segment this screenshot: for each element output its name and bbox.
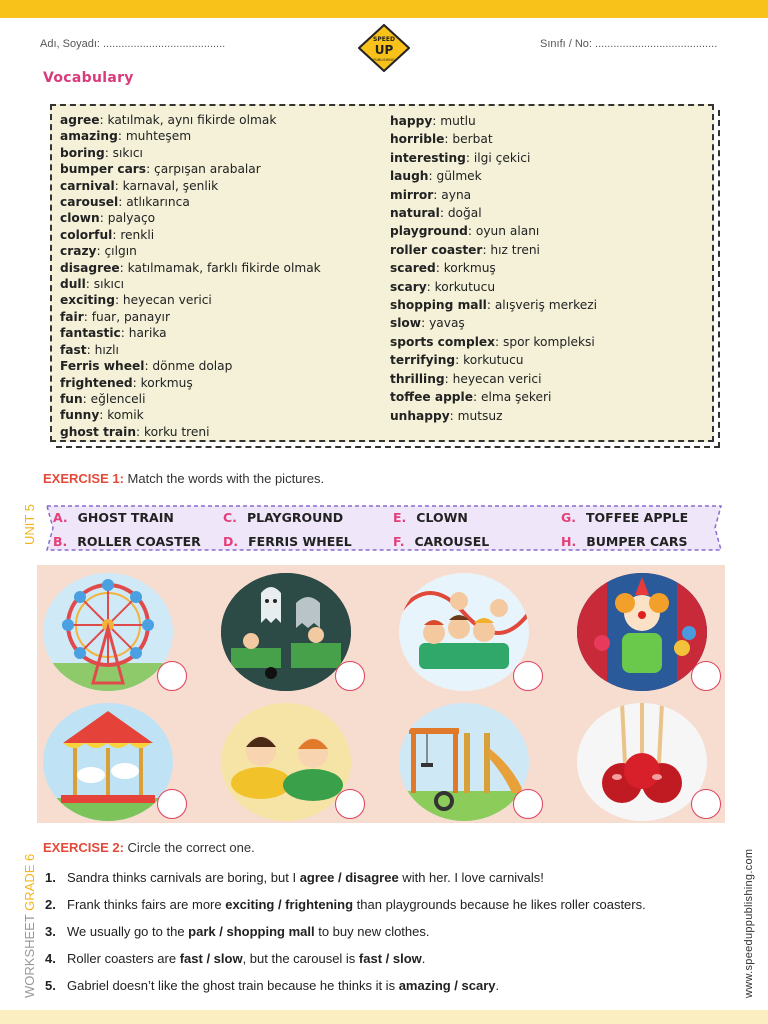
grade-label: GRADE 6 — [22, 853, 37, 911]
vocab-separator: : — [486, 298, 495, 313]
vocab-translation: muhteşem — [125, 129, 192, 144]
vocab-translation: atlıkarınca — [126, 195, 190, 210]
vocab-entry — [390, 278, 597, 296]
vocab-separator: : — [426, 279, 435, 294]
speed-up-logo — [358, 24, 410, 72]
toffee-apple-picture — [577, 703, 707, 821]
sentence-number: 3. — [45, 924, 56, 939]
sentence-text: Frank thinks fairs are more — [67, 897, 226, 912]
vocab-entry — [390, 333, 597, 351]
option-item — [561, 534, 688, 549]
worksheet-label: WORKSHEET — [22, 914, 37, 998]
vocab-separator: : — [472, 390, 481, 405]
vocab-separator: : — [146, 162, 155, 177]
exercise1-label: EXERCISE 1: — [43, 471, 124, 486]
vocab-entry — [60, 407, 321, 423]
worksheet-grade-label — [22, 854, 37, 998]
sentence — [45, 978, 499, 993]
vocab-entry — [60, 145, 321, 161]
vocab-entry — [60, 424, 321, 440]
vocab-entry — [60, 375, 321, 391]
sentence — [45, 951, 425, 966]
option-item — [561, 510, 688, 525]
vocab-entry — [390, 241, 597, 259]
choice-option[interactable]: amazing / scary — [398, 978, 496, 993]
vocab-translation: korkmuş — [443, 261, 496, 276]
vocab-entry — [390, 388, 597, 406]
vocab-translation: heyecan verici — [452, 371, 542, 386]
vocab-translation: çılgın — [104, 244, 137, 259]
option-letter: D. — [223, 534, 239, 549]
sentence-text: with her. I love carnivals! — [398, 870, 544, 885]
vocab-translation: berbat — [452, 132, 493, 147]
vocab-entry — [60, 243, 321, 259]
answer-circle-1[interactable] — [157, 661, 187, 691]
vocab-translation: ilgi çekici — [473, 150, 531, 165]
vocab-word: carnival — [60, 178, 115, 193]
vocab-word: colorful — [60, 227, 113, 242]
vocab-separator: : — [118, 195, 127, 210]
vocab-separator: : — [99, 211, 108, 226]
vocab-translation: korkutucu — [434, 279, 496, 294]
website-url: www.speeduppublishing.com — [743, 848, 755, 998]
sentence-text: , but the carousel is — [242, 951, 359, 966]
answer-circle-4[interactable] — [691, 661, 721, 691]
option-letter: A. — [53, 510, 68, 525]
answer-circle-2[interactable] — [335, 661, 365, 691]
sentence-number: 1. — [45, 870, 56, 885]
vocab-entry — [60, 128, 321, 144]
vocab-translation: fuar, panayır — [91, 309, 170, 324]
clown-picture — [577, 573, 707, 691]
vocab-separator: : — [112, 227, 121, 242]
vocab-word: happy — [390, 114, 433, 128]
vocab-separator: : — [439, 206, 448, 221]
vocab-translation: katılmamak, farklı fikirde olmak — [127, 260, 321, 275]
vocab-word: frightened — [60, 375, 133, 390]
exercise1-instruction: Match the words with the pictures. — [127, 471, 325, 486]
vocab-translation: korku treni — [144, 424, 210, 439]
vocab-separator: : — [82, 391, 91, 406]
vocab-word: fun — [60, 391, 83, 406]
answer-circle-3[interactable] — [513, 661, 543, 691]
playground-picture — [399, 703, 529, 821]
exercise2-title — [43, 840, 255, 855]
vocab-translation: gülmek — [436, 169, 482, 184]
vocab-translation: eğlenceli — [90, 391, 146, 406]
vocab-separator: : — [99, 408, 108, 423]
choice-option[interactable]: fast / slow — [179, 951, 243, 966]
sentence-text: Roller coasters are — [67, 951, 180, 966]
vocab-translation: sıkıcı — [93, 277, 125, 292]
sentence-text: than playgrounds because he likes roller coasters. — [353, 897, 646, 912]
vocab-separator: : — [120, 326, 129, 341]
vocab-translation: ayna — [441, 187, 472, 202]
svg-text:SPEED: SPEED — [373, 36, 395, 43]
choice-option[interactable]: fast / slow — [358, 951, 422, 966]
unit-label: UNIT 5 — [22, 504, 37, 545]
option-text: ROLLER COASTER — [77, 534, 201, 549]
vocab-separator: : — [428, 169, 437, 184]
vocab-word: scary — [390, 279, 427, 294]
vocab-separator: : — [432, 114, 441, 128]
vocab-separator: : — [114, 293, 123, 308]
vocab-word: sports complex — [390, 334, 496, 349]
sentence-text: to buy new clothes. — [314, 924, 430, 939]
vocab-translation: dönme dolap — [152, 359, 233, 374]
sentence-text: We usually go to the — [67, 924, 189, 939]
top-band — [0, 0, 768, 18]
roller-coaster-picture — [399, 573, 529, 691]
vocab-entry — [60, 194, 321, 210]
vocab-entry — [60, 210, 321, 226]
vocabulary-title: Vocabulary — [43, 70, 134, 86]
vocab-word: unhappy — [390, 408, 450, 423]
sentence-number: 4. — [45, 951, 56, 966]
option-text: GHOST TRAIN — [77, 510, 174, 525]
carousel-picture — [43, 703, 173, 821]
exercise1-title — [43, 471, 324, 486]
vocab-word: horrible — [390, 132, 445, 147]
vocab-word: shopping mall — [390, 298, 487, 313]
vocab-translation: harika — [128, 326, 167, 341]
options-box — [43, 502, 725, 554]
vocab-word: ghost train — [60, 424, 137, 439]
option-letter: C. — [223, 510, 237, 525]
vocab-translation: çarpışan arabalar — [154, 162, 261, 177]
option-letter: B. — [53, 534, 68, 549]
vocab-word: mirror — [390, 187, 434, 202]
vocab-separator: : — [421, 316, 430, 331]
svg-text:UP: UP — [374, 43, 394, 57]
vocabulary-box — [50, 104, 714, 442]
vocab-word: fast — [60, 342, 87, 357]
vocab-word: laugh — [390, 169, 429, 184]
vocab-separator: : — [114, 178, 123, 193]
sentence-text: . — [421, 951, 426, 966]
vocab-entry — [60, 161, 321, 177]
vocab-separator: : — [449, 408, 458, 423]
sentence-text: . — [495, 978, 500, 993]
vocab-word: terrifying — [390, 353, 456, 368]
vocab-translation: mutlu — [440, 114, 476, 128]
vocab-separator: : — [465, 150, 474, 165]
vocab-translation: sıkıcı — [112, 145, 143, 160]
sentence-text: Gabriel doesn’t like the ghost train because he thinks it is — [67, 978, 399, 993]
option-letter: H. — [561, 534, 577, 549]
vocab-separator: : — [83, 309, 92, 324]
vocab-separator: : — [136, 424, 144, 439]
vocab-translation: mutsuz — [457, 408, 503, 423]
vocab-translation: hızlı — [94, 342, 119, 357]
vocab-translation: komik — [107, 408, 144, 423]
answer-circle-6[interactable] — [335, 789, 365, 819]
vocab-entry — [390, 259, 597, 277]
vocab-entry — [60, 276, 321, 292]
vocab-entry — [390, 167, 597, 185]
vocab-entry — [60, 178, 321, 194]
option-text: FERRIS WHEEL — [248, 534, 352, 549]
bottom-band — [0, 1010, 768, 1024]
vocab-entry — [390, 186, 597, 204]
vocab-translation: elma şekeri — [480, 390, 552, 405]
vocab-translation: palyaço — [107, 211, 156, 226]
vocab-word: roller coaster — [390, 242, 483, 257]
vocab-entry — [60, 227, 321, 243]
vocab-translation: karnaval, şenlik — [122, 178, 219, 193]
ferris-wheel-picture — [43, 573, 173, 691]
option-letter: F. — [393, 534, 405, 549]
vocab-separator: : — [495, 334, 503, 349]
svg-text:PUBLISHING: PUBLISHING — [373, 58, 395, 62]
vocab-separator: : — [435, 261, 444, 276]
option-item — [393, 510, 468, 525]
vocab-word: interesting — [390, 150, 466, 165]
vocab-entry — [60, 260, 321, 276]
option-item — [223, 534, 352, 549]
vocab-word: natural — [390, 206, 440, 221]
vocab-entry — [60, 292, 321, 308]
vocab-word: crazy — [60, 244, 97, 259]
vocab-translation: katılmak, aynı fikirde olmak — [107, 113, 277, 127]
vocab-entry — [390, 149, 597, 167]
option-letter: E. — [393, 510, 407, 525]
vocab-translation: oyun alanı — [475, 224, 540, 239]
choice-option[interactable]: agree / disagree — [299, 870, 399, 885]
vocab-word: carousel — [60, 195, 119, 210]
option-text: CLOWN — [416, 510, 468, 525]
vocab-word: exciting — [60, 293, 115, 308]
option-text: BUMPER CARS — [586, 534, 688, 549]
vocab-entry — [390, 314, 597, 332]
vocab-separator: : — [96, 244, 105, 259]
vocab-separator: : — [99, 113, 108, 127]
vocab-separator: : — [433, 187, 442, 202]
vocab-word: amazing — [60, 129, 118, 144]
vocab-translation: spor kompleksi — [503, 334, 595, 349]
vocab-entry — [390, 112, 597, 130]
sentence-number: 5. — [45, 978, 56, 993]
exercise2-label: EXERCISE 2: — [43, 840, 124, 855]
choice-option[interactable]: park / shopping mall — [188, 924, 315, 939]
vocab-entry — [60, 358, 321, 374]
vocab-entry — [390, 407, 597, 425]
vocab-word: toffee apple — [390, 390, 473, 405]
vocab-word: fair — [60, 309, 84, 324]
vocab-separator: : — [467, 224, 476, 239]
vocab-word: clown — [60, 211, 100, 226]
exercise2-instruction: Circle the correct one. — [127, 840, 255, 855]
vocab-separator: : — [85, 277, 94, 292]
vocab-entry — [60, 342, 321, 358]
bumper-cars-picture — [221, 703, 351, 821]
vocab-word: disagree — [60, 260, 120, 275]
vocab-translation: korkutucu — [463, 353, 524, 368]
vocab-translation: hız treni — [490, 242, 540, 257]
vocab-entry — [390, 296, 597, 314]
vocab-translation: korkmuş — [140, 375, 193, 390]
vocab-entry — [60, 325, 321, 341]
vocab-translation: yavaş — [429, 316, 465, 331]
vocab-word: bumper cars — [60, 162, 147, 177]
vocab-translation: heyecan verici — [122, 293, 212, 308]
option-letter: G. — [561, 510, 577, 525]
answer-circle-7[interactable] — [513, 789, 543, 819]
vocab-separator: : — [104, 145, 113, 160]
vocab-separator: : — [144, 359, 153, 374]
vocab-entry — [390, 222, 597, 240]
vocab-word: scared — [390, 261, 436, 276]
answer-circle-5[interactable] — [157, 789, 187, 819]
vocab-translation: renkli — [120, 227, 155, 242]
vocab-word: funny — [60, 408, 100, 423]
vocab-separator: : — [119, 260, 128, 275]
answer-circle-8[interactable] — [691, 789, 721, 819]
option-item — [53, 534, 201, 549]
vocab-word: agree — [60, 113, 100, 127]
vocab-entry — [390, 370, 597, 388]
vocab-separator: : — [482, 242, 491, 257]
vocab-word: dull — [60, 277, 86, 292]
vocab-separator: : — [86, 342, 95, 357]
vocab-entry — [60, 309, 321, 325]
vocab-separator: : — [117, 129, 126, 144]
vocab-word: fantastic — [60, 326, 121, 341]
option-item — [393, 534, 489, 549]
vocab-column-right — [390, 112, 597, 425]
vocab-separator: : — [444, 371, 453, 386]
class-field: Sınıfı / No: ........................................ — [540, 38, 718, 50]
vocab-word: Ferris wheel — [60, 359, 145, 374]
option-text: CAROUSEL — [414, 534, 490, 549]
option-item — [223, 510, 343, 525]
choice-option[interactable]: exciting / frightening — [225, 897, 354, 912]
vocab-word: playground — [390, 224, 468, 239]
vocab-entry — [60, 391, 321, 407]
vocab-separator: : — [444, 132, 453, 147]
sentence — [45, 897, 646, 912]
vocab-entry — [390, 204, 597, 222]
option-text: PLAYGROUND — [246, 510, 344, 525]
name-field: Adı, Soyadı: ........................................ — [40, 38, 226, 50]
vocab-word: thrilling — [390, 371, 445, 386]
sentence — [45, 870, 544, 885]
vocab-separator: : — [132, 375, 141, 390]
ghost-train-picture — [221, 573, 351, 691]
sentence-number: 2. — [45, 897, 56, 912]
vocab-translation: doğal — [447, 206, 482, 221]
option-item — [53, 510, 174, 525]
option-text: TOFFEE APPLE — [586, 510, 689, 525]
vocab-entry — [390, 351, 597, 369]
vocab-entry — [390, 130, 597, 148]
pictures-area — [37, 565, 725, 823]
sentence — [45, 924, 430, 939]
vocab-word: boring — [60, 145, 105, 160]
vocab-column-left — [60, 112, 321, 440]
vocab-separator: : — [455, 353, 464, 368]
sentence-text: Sandra thinks carnivals are boring, but I — [67, 870, 300, 885]
vocab-translation: alışveriş merkezi — [494, 298, 598, 313]
vocab-word: slow — [390, 316, 422, 331]
vocab-entry — [60, 112, 321, 128]
